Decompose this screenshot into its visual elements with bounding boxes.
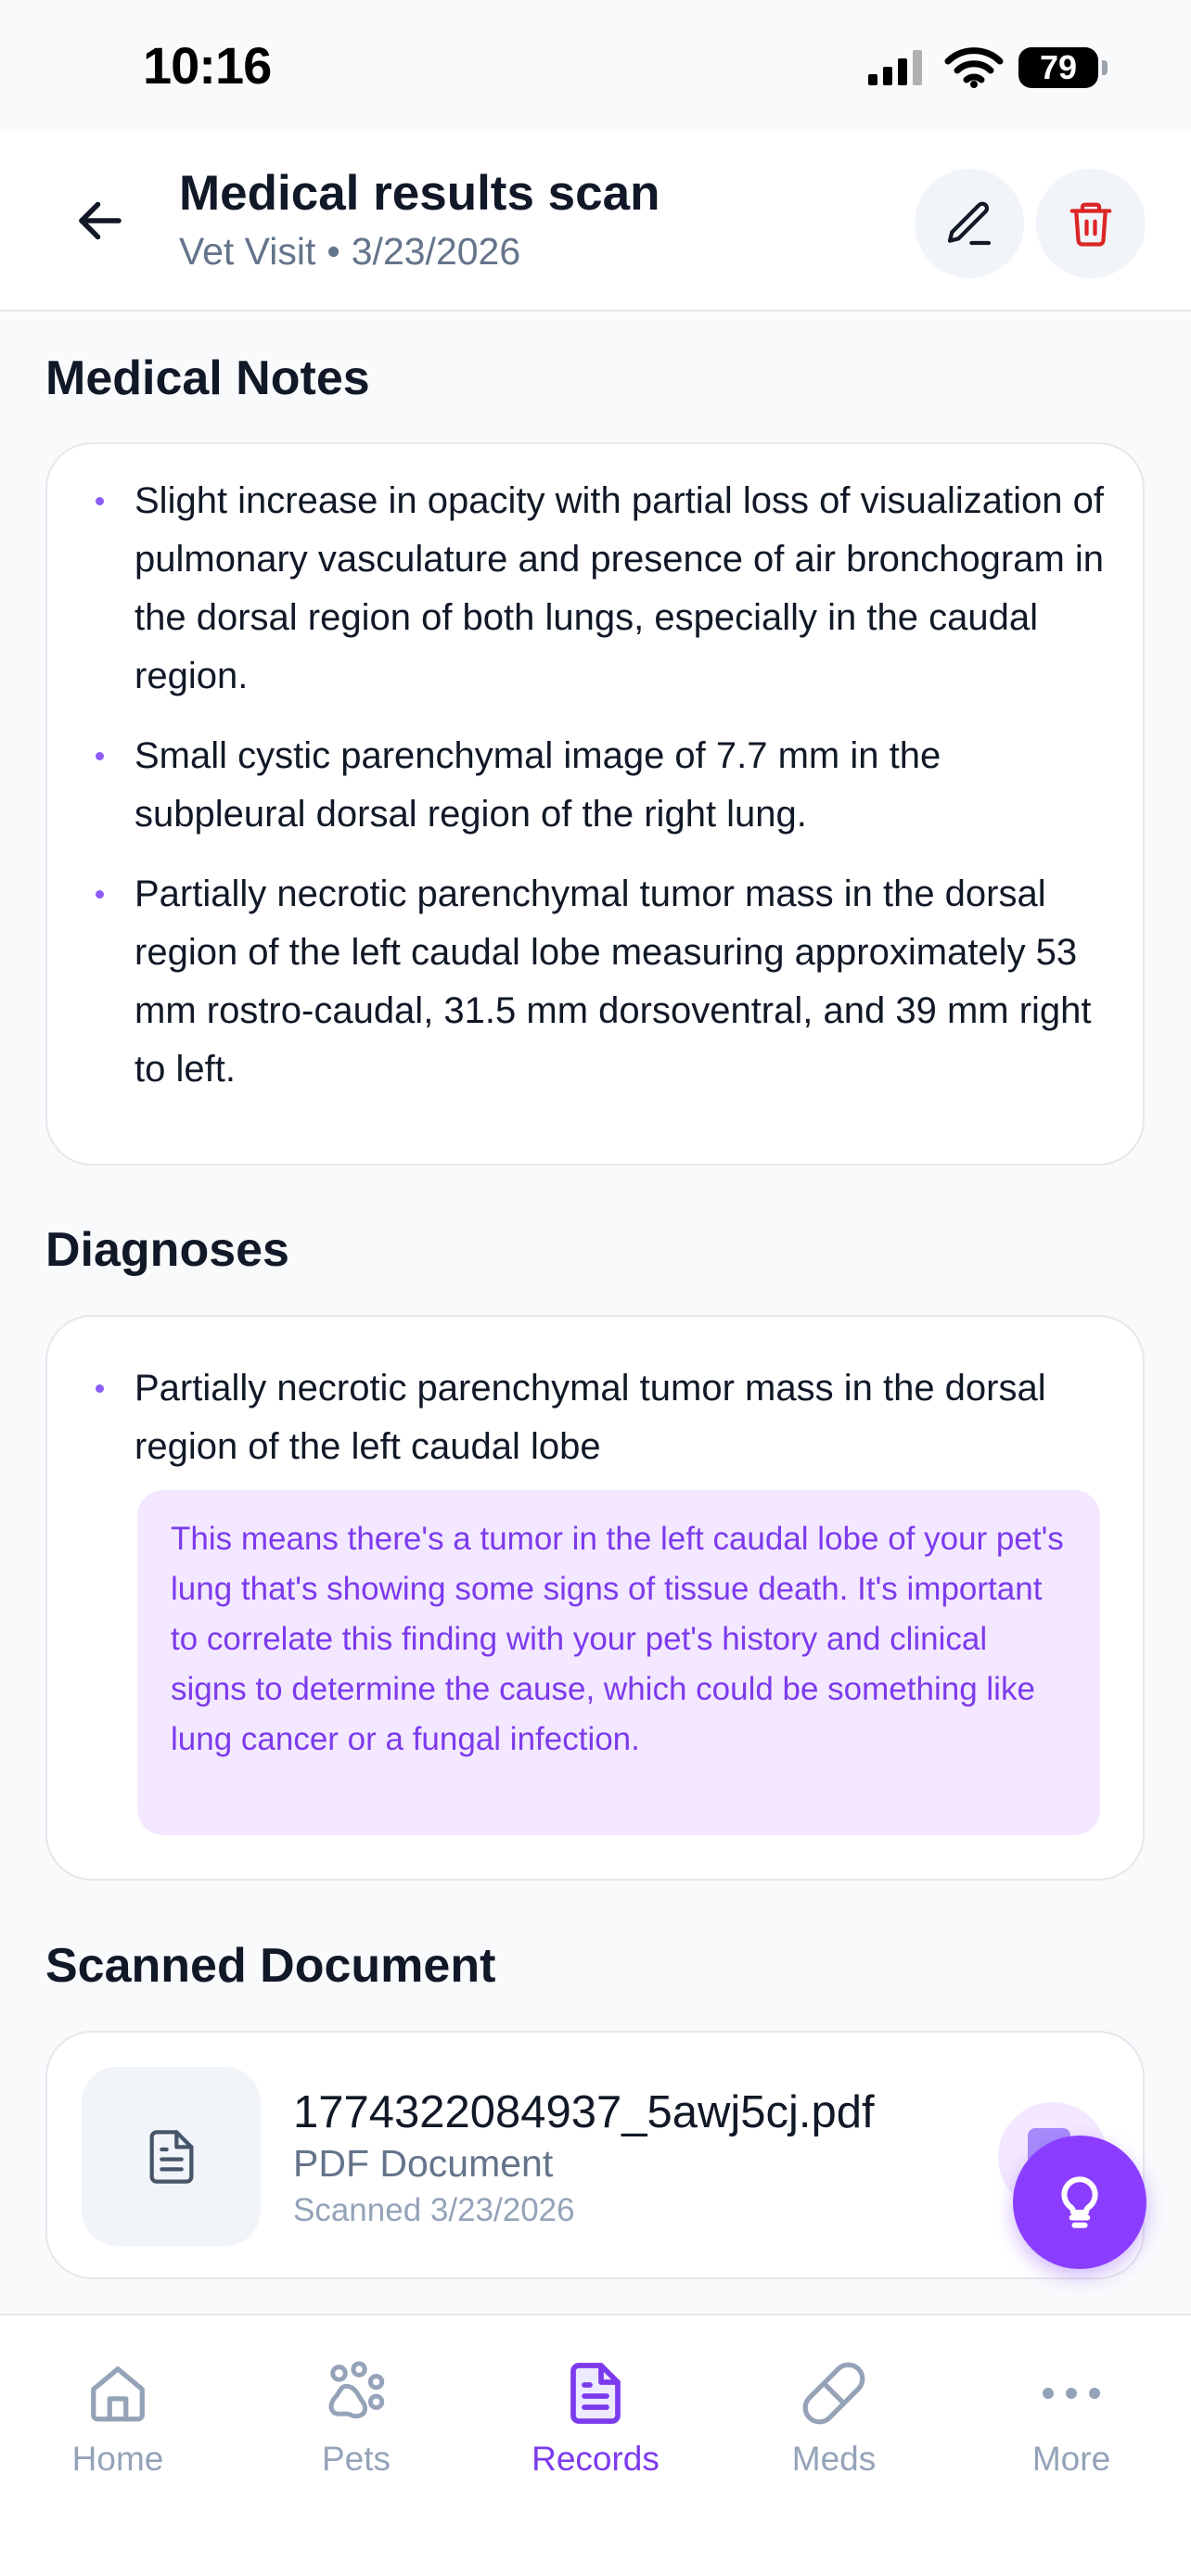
subtitle-separator: • — [327, 230, 340, 273]
tab-meds[interactable] — [760, 2356, 908, 2479]
pill-icon — [797, 2356, 871, 2430]
header — [0, 132, 1191, 312]
scanned-document-card[interactable] — [45, 2031, 1145, 2279]
diagnoses-title: Diagnoses — [45, 1223, 289, 1277]
pencil-icon — [943, 198, 995, 249]
medical-notes-list — [47, 472, 1143, 1099]
edit-button[interactable] — [915, 169, 1024, 278]
status-time: 10:16 — [143, 36, 272, 95]
more-dots-icon — [1034, 2356, 1108, 2430]
tips-fab-button[interactable] — [1013, 2136, 1146, 2269]
medical-note-item — [47, 865, 1143, 1099]
document-icon — [558, 2356, 633, 2430]
medical-note-item — [47, 472, 1143, 706]
battery-level: 79 — [1039, 48, 1078, 86]
diagnoses-card — [45, 1315, 1145, 1881]
document-file-type: PDF Document — [293, 2142, 554, 2185]
wifi-icon — [944, 46, 1004, 89]
tab-pets[interactable] — [282, 2356, 430, 2479]
medical-note-text: Partially necrotic parenchymal tumor mass in the dorsal region of the left caudal lobe measuring approximately 53 mm rostro-caudal, 31.5 mm dorsoventral, and 39 mm right to left. — [134, 874, 1092, 1090]
bullet-dot — [96, 890, 104, 899]
diagnoses-list — [47, 1359, 1143, 1476]
paw-icon — [319, 2356, 393, 2430]
page-subtitle — [179, 230, 520, 274]
record-category: Vet Visit — [179, 230, 316, 273]
tab-label: Records — [531, 2440, 660, 2478]
file-text-icon — [142, 2123, 201, 2190]
bottom-tab-bar — [0, 2314, 1191, 2576]
diagnosis-text: Partially necrotic parenchymal tumor mass in the dorsal region of the left caudal lobe — [134, 1368, 1046, 1467]
tab-label: Home — [71, 2440, 164, 2478]
trash-icon — [1066, 198, 1116, 249]
tab-label: More — [1031, 2440, 1111, 2478]
record-date: 3/23/2026 — [351, 230, 521, 273]
document-file-name: 1774322084937_5awj5cj.pdf — [293, 2087, 875, 2137]
bullet-dot — [96, 497, 104, 505]
document-thumbnail — [82, 2067, 261, 2246]
bullet-dot — [96, 752, 104, 760]
medical-note-item — [47, 727, 1143, 844]
scanned-document-title: Scanned Document — [45, 1939, 496, 1993]
diagnosis-item — [47, 1359, 1143, 1476]
tab-home[interactable] — [44, 2356, 192, 2479]
delete-button[interactable] — [1036, 169, 1146, 278]
tab-label: Meds — [791, 2440, 877, 2478]
document-scanned-date: Scanned 3/23/2026 — [293, 2192, 575, 2228]
home-icon — [81, 2356, 155, 2430]
status-bar — [0, 0, 1191, 132]
lightbulb-icon — [1049, 2172, 1110, 2233]
tab-more[interactable] — [997, 2356, 1146, 2479]
status-icons — [866, 46, 1098, 89]
bullet-dot — [96, 1384, 104, 1393]
page-title: Medical results scan — [179, 166, 660, 221]
tab-records[interactable] — [521, 2356, 670, 2479]
diagnosis-explanation: This means there's a tumor in the left caudal lobe of your pet's lung that's showing some signs of tissue death. It's important to correlate this finding with your pet's history and clinical signs to determine the cause, which could be something like lung cancer or a fungal infection. — [137, 1490, 1100, 1835]
medical-notes-card — [45, 442, 1145, 1166]
medical-notes-title: Medical Notes — [45, 351, 370, 405]
arrow-left-icon — [72, 193, 128, 249]
battery-indicator — [1018, 47, 1098, 88]
tab-label: Pets — [321, 2440, 391, 2478]
back-button[interactable] — [65, 185, 135, 256]
signal-icon — [866, 48, 929, 87]
medical-note-text: Small cystic parenchymal image of 7.7 mm in the subpleural dorsal region of the right lung. — [134, 735, 941, 835]
medical-note-text: Slight increase in opacity with partial loss of visualization of pulmonary vasculature and presence of air bronchogram in the dorsal region of both lungs, especially in the caudal region. — [134, 480, 1105, 696]
